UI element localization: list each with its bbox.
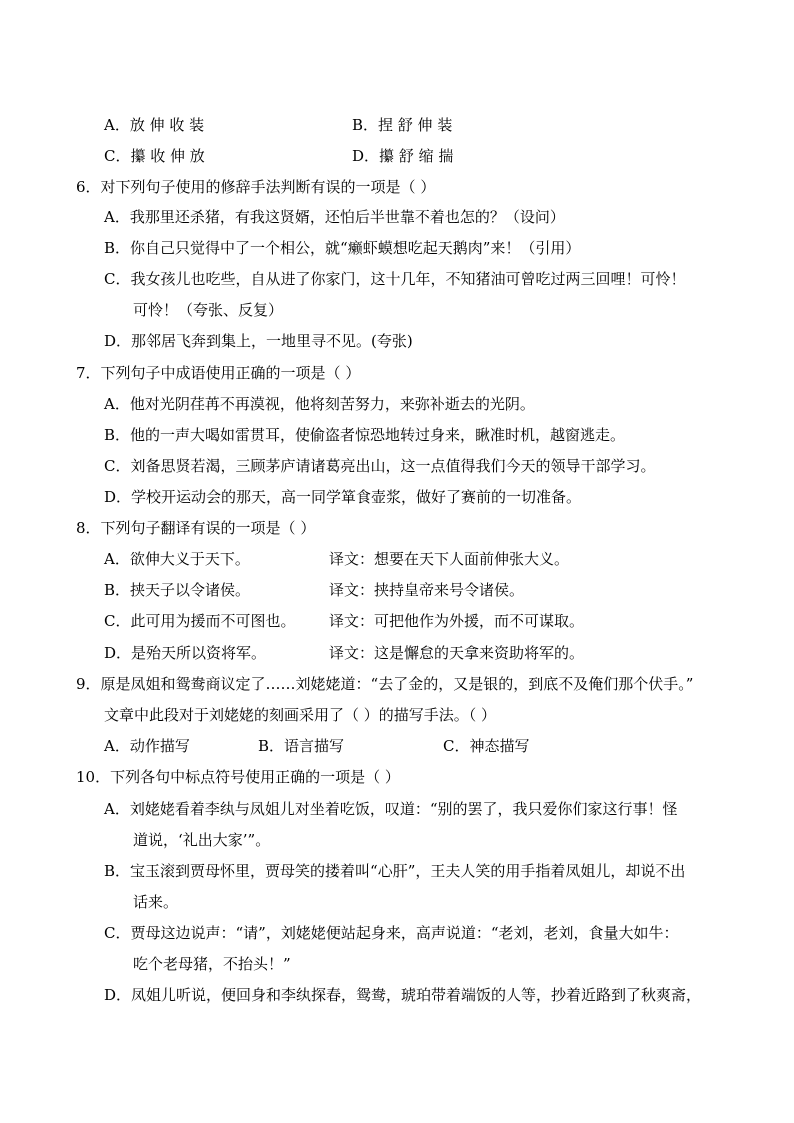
- q8-stem: 8．下列句子翻译有误的一项是（ ）: [76, 519, 316, 537]
- q8-option-a: A．欲伸大义于天下。: [104, 550, 250, 568]
- q9-option-a: A．动作描写: [104, 737, 190, 755]
- q8-option-d: D．是殆天所以资将军。: [104, 644, 267, 662]
- q7-option-a: A．他对光阴荏苒不再漠视，他将刻苦努力，来弥补逝去的光阴。: [104, 395, 535, 413]
- q8-option-b: B．挟天子以令诸侯。: [104, 581, 251, 599]
- q8-option-c: C．此可用为援而不可图也。: [104, 612, 296, 630]
- q6-option-d: D．那邻居飞奔到集上，一地里寻不见。(夸张): [104, 332, 413, 350]
- q7-option-d: D．学校开运动会的那天，高一同学箪食壶浆，做好了赛前的一切准备。: [104, 488, 582, 506]
- q6-option-b: B．你自己只觉得中了一个相公，就“癞虾蟆想吃起天鹅肉”来！（引用）: [104, 239, 581, 257]
- q9-option-c: C．神态描写: [443, 737, 530, 755]
- q9-stem-line1: 9．原是凤姐和鸳鸯商议定了……刘姥姥道：“去了金的，又是银的，到底不及俺们那个伏手。”: [76, 675, 694, 693]
- q10-stem: 10．下列各句中标点符号使用正确的一项是（ ）: [76, 768, 400, 786]
- q10-option-a-line2: 道说，‘礼出大家’”。: [133, 831, 271, 849]
- q8-translation-d: 译文：这是懈怠的天拿来资助将军的。: [329, 644, 585, 662]
- q8-translation-b: 译文：挟持皇帝来号令诸侯。: [329, 581, 525, 599]
- q7-option-b: B．他的一声大喝如雷贯耳，使偷盗者惊恐地转过身来，瞅准时机，越窗逃走。: [104, 426, 626, 444]
- q5-option-d: D．攥 舒 缩 揣: [352, 147, 454, 165]
- q10-option-d-line1: D．凤姐儿听说，便回身和李纨探春，鸳鸯，琥珀带着端饭的人等，抄着近路到了秋爽斋，: [104, 986, 702, 1004]
- q7-option-c: C．刘备思贤若渴，三顾茅庐请诸葛亮出山，这一点值得我们今天的领导干部学习。: [104, 457, 656, 475]
- q7-stem: 7．下列句子中成语使用正确的一项是（ ）: [76, 364, 361, 382]
- q10-option-a-line1: A．刘姥姥看着李纨与凤姐儿对坐着吃饭，叹道：“别的罢了，我只爱你们家这行事！怪: [104, 800, 678, 818]
- q5-option-b: B．捏 舒 伸 装: [352, 116, 453, 134]
- q6-stem: 6．对下列句子使用的修辞手法判断有误的一项是（ ）: [76, 178, 436, 196]
- q9-option-b: B．语言描写: [258, 737, 345, 755]
- q6-option-c-line2: 可怜！（夸张、反复）: [133, 301, 284, 319]
- q8-translation-a: 译文：想要在天下人面前伸张大义。: [329, 550, 570, 568]
- q8-translation-c: 译文：可把他作为外援，而不可谋取。: [329, 612, 585, 630]
- q6-option-a: A．我那里还杀猪，有我这贤婿，还怕后半世靠不着也怎的？（设问）: [104, 208, 565, 226]
- q5-option-c: C．攥 收 伸 放: [104, 147, 205, 165]
- q9-stem-line2: 文章中此段对于刘姥姥的刻画采用了（ ）的描写手法。（ ）: [104, 706, 497, 724]
- q6-option-c-line1: C．我女孩儿也吃些，自从进了你家门，这十几年，不知猪油可曾吃过两三回哩！可怜！: [104, 270, 686, 288]
- q5-option-a: A．放 伸 收 装: [104, 116, 205, 134]
- q10-option-b-line1: B．宝玉滚到贾母怀里，贾母笑的搂着叫“心肝”，王夫人笑的用手指着凤姐儿，却说不出: [104, 862, 686, 880]
- q10-option-b-line2: 话来。: [133, 893, 179, 911]
- q10-option-c-line2: 吃个老母猪，不抬头！”: [133, 955, 291, 973]
- q10-option-c-line1: C．贾母这边说声：“请”，刘姥姥便站起身来，高声说道：“老刘，老刘，食量大如牛：: [104, 924, 679, 942]
